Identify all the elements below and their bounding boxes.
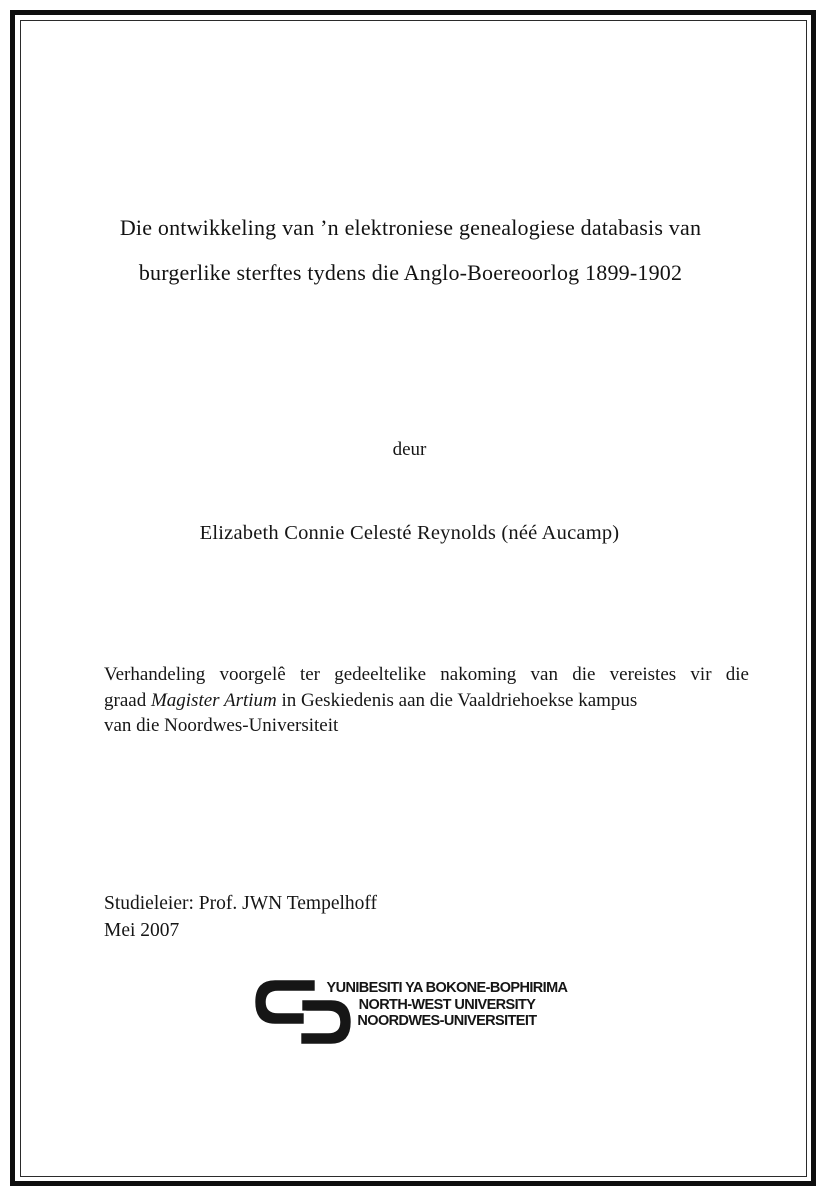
logo-text-afrikaans: NOORDWES-UNIVERSITEIT <box>357 1013 537 1030</box>
byline: deur <box>392 439 427 460</box>
degree-statement-line2-suffix: in Geskiedenis aan die Vaaldriehoekse kampus <box>276 689 638 711</box>
thesis-title <box>60 205 761 295</box>
nwu-logo-text <box>318 980 576 1030</box>
degree-statement-line1: Verhandeling voorgelê ter gedeeltelike nakoming van die vereistes vir die <box>104 664 749 685</box>
supervisor-block <box>104 890 377 944</box>
logo-text-setswana: YUNIBESITI YA BOKONE-BOPHIRIMA <box>326 980 568 996</box>
logo-text-english: NORTH-WEST UNIVERSITY <box>358 996 536 1013</box>
degree-name: Magister Artium <box>150 689 277 711</box>
degree-statement-line3: van die Noordwes-Universiteit <box>104 715 339 736</box>
degree-statement-line2 <box>104 688 749 714</box>
thesis-title-line1: Die ontwikkeling van ’n elektroniese genealogiese databasis van <box>119 215 702 240</box>
date-line: Mei 2007 <box>104 920 180 941</box>
thesis-title-line2: burgerlike sterftes tydens die Anglo-Boereoorlog 1899-1902 <box>138 260 683 285</box>
degree-statement-line2-prefix: graad <box>104 689 151 711</box>
nwu-logo <box>252 974 582 1054</box>
supervisor-line: Studieleier: Prof. JWN Tempelhoff <box>104 893 378 914</box>
author-name: Elizabeth Connie Celesté Reynolds (néé Aucamp) <box>199 522 620 544</box>
degree-statement <box>104 662 749 739</box>
